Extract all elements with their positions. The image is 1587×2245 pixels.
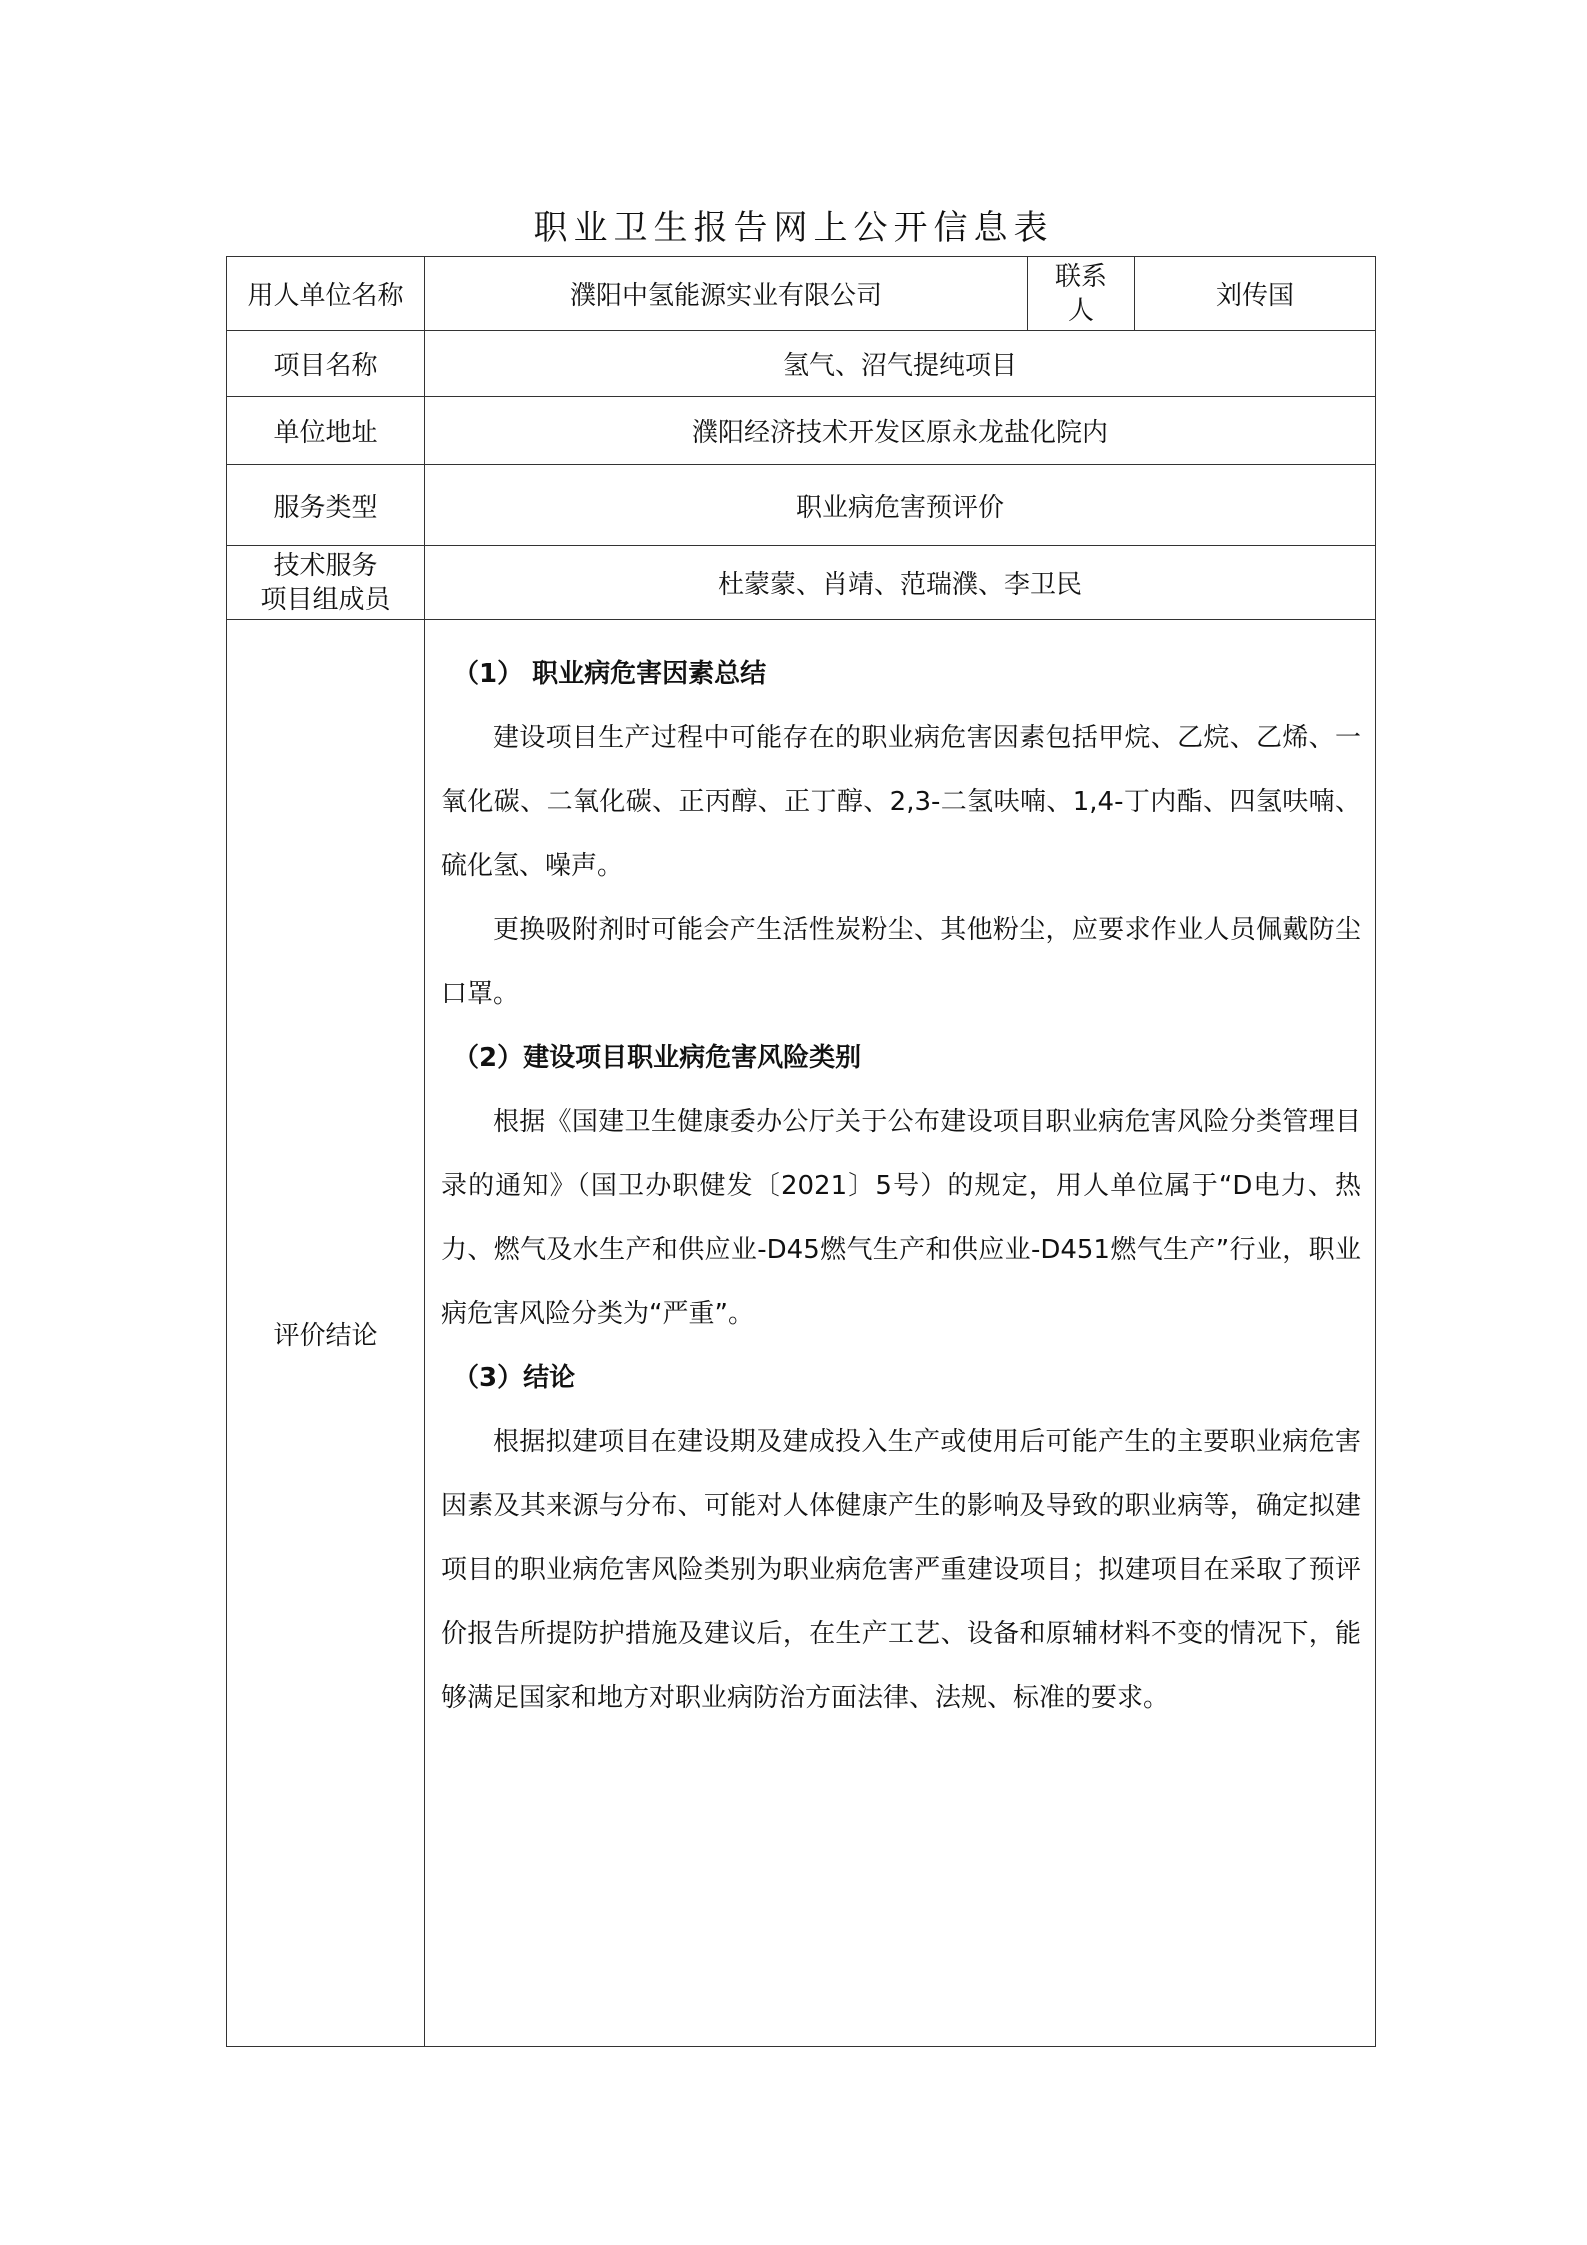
- section-2-paragraph-1: 根据《国建卫生健康委办公厅关于公布建设项目职业病危害风险分类管理目录的通知》（国卫办职健发〔2021〕5号）的规定，用人单位属于“D电力、热力、燃气及水生产和供应业-D45燃气生产和供应业-D451燃气生产”行业，职业病危害风险分类为“严重”。: [441, 1107, 1361, 1329]
- team-label: [227, 546, 425, 620]
- contact-label: [1028, 257, 1135, 331]
- table-row-employer: [227, 257, 1376, 331]
- team-value: 杜蒙蒙、肖靖、范瑞濮、李卫民: [425, 546, 1376, 620]
- contact-label-line-2: 人: [1067, 295, 1094, 326]
- conclusion-content: [425, 620, 1376, 2047]
- team-label-line-2: 项目组成员: [260, 584, 391, 615]
- table-row-team: [227, 546, 1376, 620]
- section-1-paragraph-2: 更换吸附剂时可能会产生活性炭粉尘、其他粉尘，应要求作业人员佩戴防尘口罩。: [441, 915, 1361, 1009]
- contact-value: 刘传国: [1135, 257, 1376, 331]
- address-value: 濮阳经济技术开发区原永龙盐化院内: [425, 397, 1376, 465]
- address-label: 单位地址: [227, 397, 425, 465]
- section-2-heading: （2）建设项目职业病危害风险类别: [453, 1043, 862, 1073]
- info-table: [226, 256, 1376, 2047]
- section-3-heading: （3）结论: [453, 1363, 576, 1393]
- project-value: 氢气、沼气提纯项目: [425, 331, 1376, 397]
- table-row-service: [227, 465, 1376, 546]
- section-1-paragraph-1: 建设项目生产过程中可能存在的职业病危害因素包括甲烷、乙烷、乙烯、一氧化碳、二氧化碳、正丙醇、正丁醇、2,3-二氢呋喃、1,4-丁内酯、四氢呋喃、硫化氢、噪声。: [441, 723, 1361, 881]
- employer-value: 濮阳中氢能源实业有限公司: [425, 257, 1028, 331]
- page-title: 职业卫生报告网上公开信息表: [533, 208, 1054, 248]
- table-row-address: [227, 397, 1376, 465]
- section-3-paragraph-1: 根据拟建项目在建设期及建成投入生产或使用后可能产生的主要职业病危害因素及其来源与分布、可能对人体健康产生的影响及导致的职业病等，确定拟建项目的职业病危害风险类别为职业病危害严重建设项目；拟建项目在采取了预评价报告所提防护措施及建议后，在生产工艺、设备和原辅材料不变的情况下，能够满足国家和地方对职业病防治方面法律、法规、标准的要求。: [441, 1427, 1361, 1713]
- contact-label-line-1: 联系: [1054, 261, 1107, 292]
- employer-label: 用人单位名称: [227, 257, 425, 331]
- table-row-project: [227, 331, 1376, 397]
- service-label: 服务类型: [227, 465, 425, 546]
- service-value: 职业病危害预评价: [425, 465, 1376, 546]
- team-label-line-1: 技术服务: [273, 550, 378, 581]
- section-1-heading: （1） 职业病危害因素总结: [453, 659, 767, 689]
- conclusion-label: 评价结论: [227, 620, 425, 2047]
- project-label: 项目名称: [227, 331, 425, 397]
- table-row-conclusion: [227, 620, 1376, 2047]
